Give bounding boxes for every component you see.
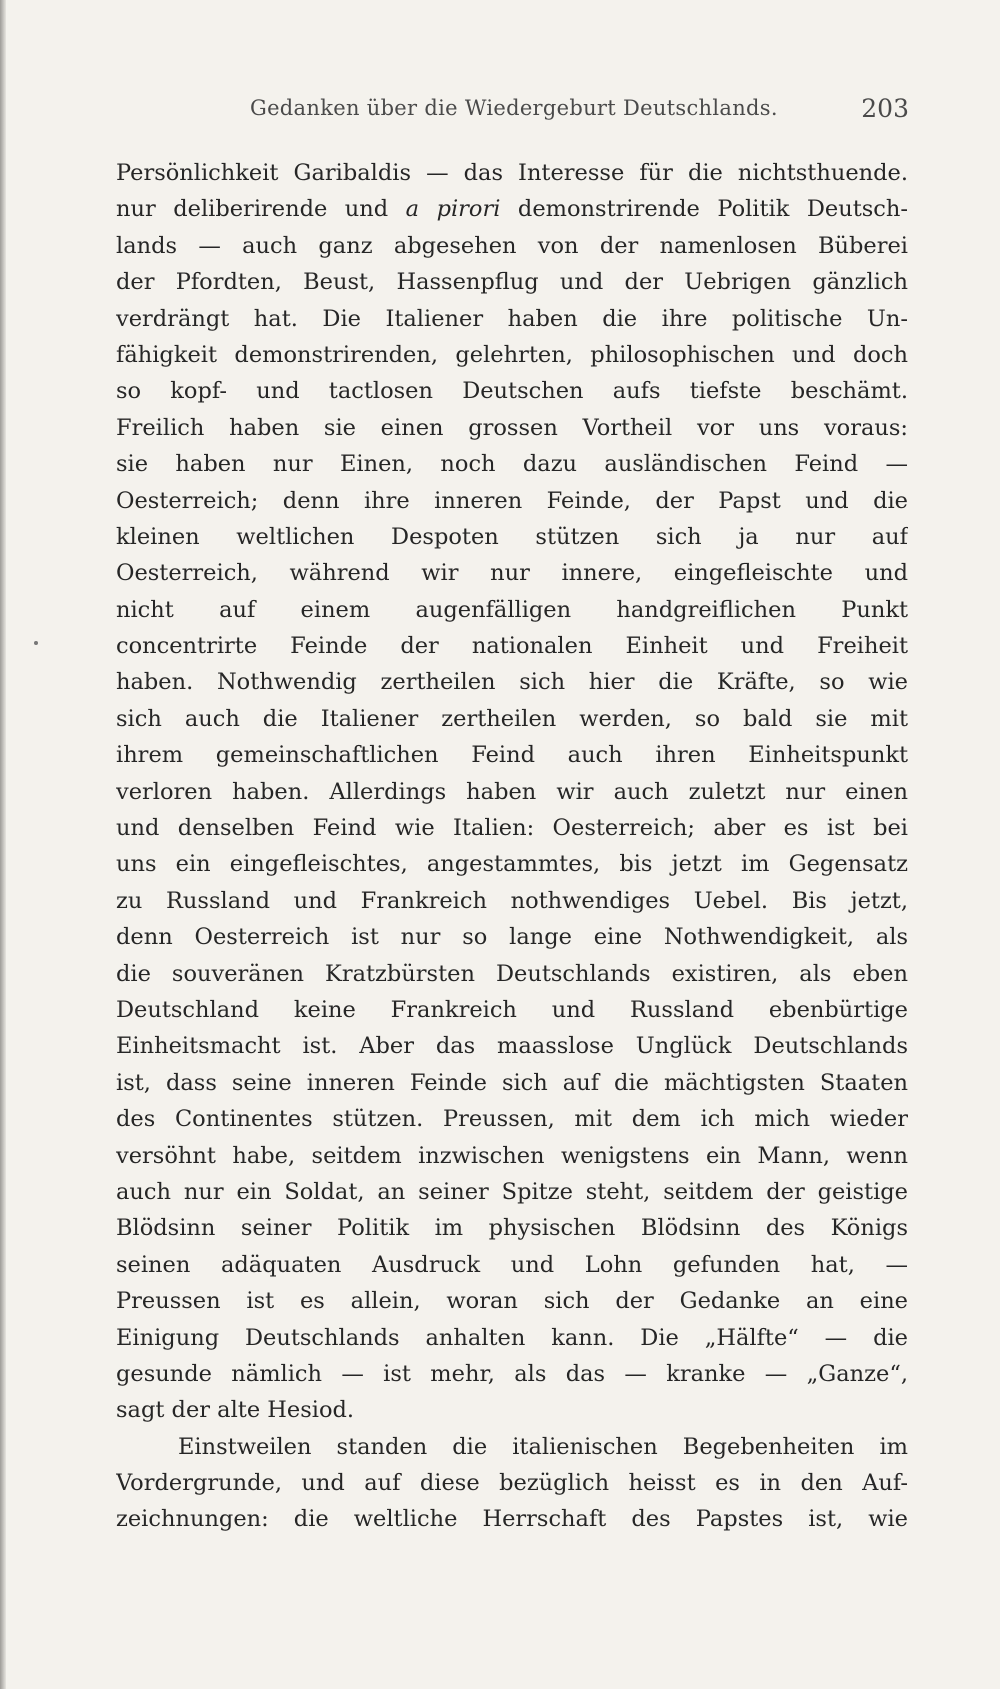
text-line: der Pfordten, Beust, Hassenpflug und der Uebrigen gänzlich	[116, 269, 908, 296]
text-line: die souveränen Kratzbürsten Deutschlands existiren, als eben	[116, 960, 908, 987]
text-line: kleinen weltlichen Despoten stützen sich ja nur auf	[116, 523, 908, 550]
italic-phrase: a pirori	[405, 196, 501, 223]
text-line: auch nur ein Soldat, an seiner Spitze steht, seitdem der geistige	[116, 1178, 908, 1205]
text-line: Persönlichkeit Garibaldis — das Interesse für die nichtsthuende.	[116, 160, 908, 186]
text-line: versöhnt habe, seitdem inzwischen wenigstens ein Mann, wenn	[116, 1142, 908, 1169]
text-line: seinen adäquaten Ausdruck und Lohn gefunden hat, —	[116, 1251, 908, 1278]
text-line: und denselben Feind wie Italien: Oesterreich; aber es ist bei	[116, 815, 908, 842]
text-line: Vordergrunde, und auf diese bezüglich heisst es in den Auf-	[116, 1470, 908, 1497]
text-line: zu Russland und Frankreich nothwendiges Uebel. Bis jetzt,	[116, 887, 908, 914]
running-head	[0, 92, 1000, 128]
text-line: Preussen ist es allein, woran sich der Gedanke an eine	[116, 1288, 908, 1315]
text-line: Deutschland keine Frankreich und Russland ebenbürtige	[116, 996, 908, 1023]
text-line: concentrirte Feinde der nationalen Einheit und Freiheit	[116, 633, 908, 660]
text-line: so kopf- und tactlosen Deutschen aufs tiefste beschämt.	[116, 378, 908, 405]
running-title: Gedanken über die Wiedergeburt Deutschlands.	[250, 96, 778, 120]
text-line: Oesterreich, während wir nur innere, eingefleischte und	[116, 560, 908, 587]
text-segment: demonstrirende Politik Deutsch-	[500, 196, 908, 223]
text-line: ist, dass seine inneren Feinde sich auf die mächtigsten Staaten	[116, 1069, 908, 1096]
text-line: ihrem gemeinschaftlichen Feind auch ihren Einheitspunkt	[116, 742, 908, 769]
text-line: verloren haben. Allerdings haben wir auch zuletzt nur einen	[116, 778, 908, 805]
text-line: Oesterreich; denn ihre inneren Feinde, der Papst und die	[116, 487, 908, 514]
text-line: sagt der alte Hesiod.	[116, 1397, 355, 1424]
text-line: nicht auf einem augenfälligen handgreiflichen Punkt	[116, 596, 908, 623]
text-line: uns ein eingefleischtes, angestammtes, bis jetzt im Gegensatz	[116, 851, 908, 878]
text-line: Freilich haben sie einen grossen Vortheil vor uns voraus:	[116, 414, 908, 441]
text-line: gesunde nämlich — ist mehr, als das — kranke — „Ganze“,	[116, 1360, 908, 1387]
text-line: Einigung Deutschlands anhalten kann. Die „Hälfte“ — die	[116, 1324, 908, 1351]
text-line: sich auch die Italiener zertheilen werden, so bald sie mit	[116, 705, 908, 732]
text-line: des Continentes stützen. Preussen, mit dem ich mich wieder	[116, 1106, 908, 1133]
text-line: Blödsinn seiner Politik im physischen Blödsinn des Königs	[116, 1215, 908, 1242]
page-number: 203	[861, 94, 909, 123]
text-line: zeichnungen: die weltliche Herrschaft des Papstes ist, wie	[116, 1506, 908, 1533]
text-line: denn Oesterreich ist nur so lange eine Nothwendigkeit, als	[116, 924, 908, 951]
text-segment: nur deliberirende und	[116, 196, 406, 223]
text-line: verdrängt hat. Die Italiener haben die ihre politische Un-	[116, 305, 908, 332]
paper-speck	[34, 641, 38, 645]
text-line: lands — auch ganz abgesehen von der namenlosen Büberei	[116, 232, 908, 259]
text-line: fähigkeit demonstrirenden, gelehrten, philosophischen und doch	[116, 341, 908, 368]
text-line	[116, 191, 908, 227]
paragraph-first-line: Einstweilen standen die italienischen Begebenheiten im	[178, 1433, 908, 1460]
text-line: Einheitsmacht ist. Aber das maasslose Unglück Deutschlands	[116, 1033, 908, 1060]
text-line: haben. Nothwendig zertheilen sich hier die Kräfte, so wie	[116, 669, 908, 696]
text-line: sie haben nur Einen, noch dazu ausländischen Feind —	[116, 451, 908, 478]
page-gutter-shadow	[0, 0, 6, 1689]
body-text	[116, 155, 908, 1538]
